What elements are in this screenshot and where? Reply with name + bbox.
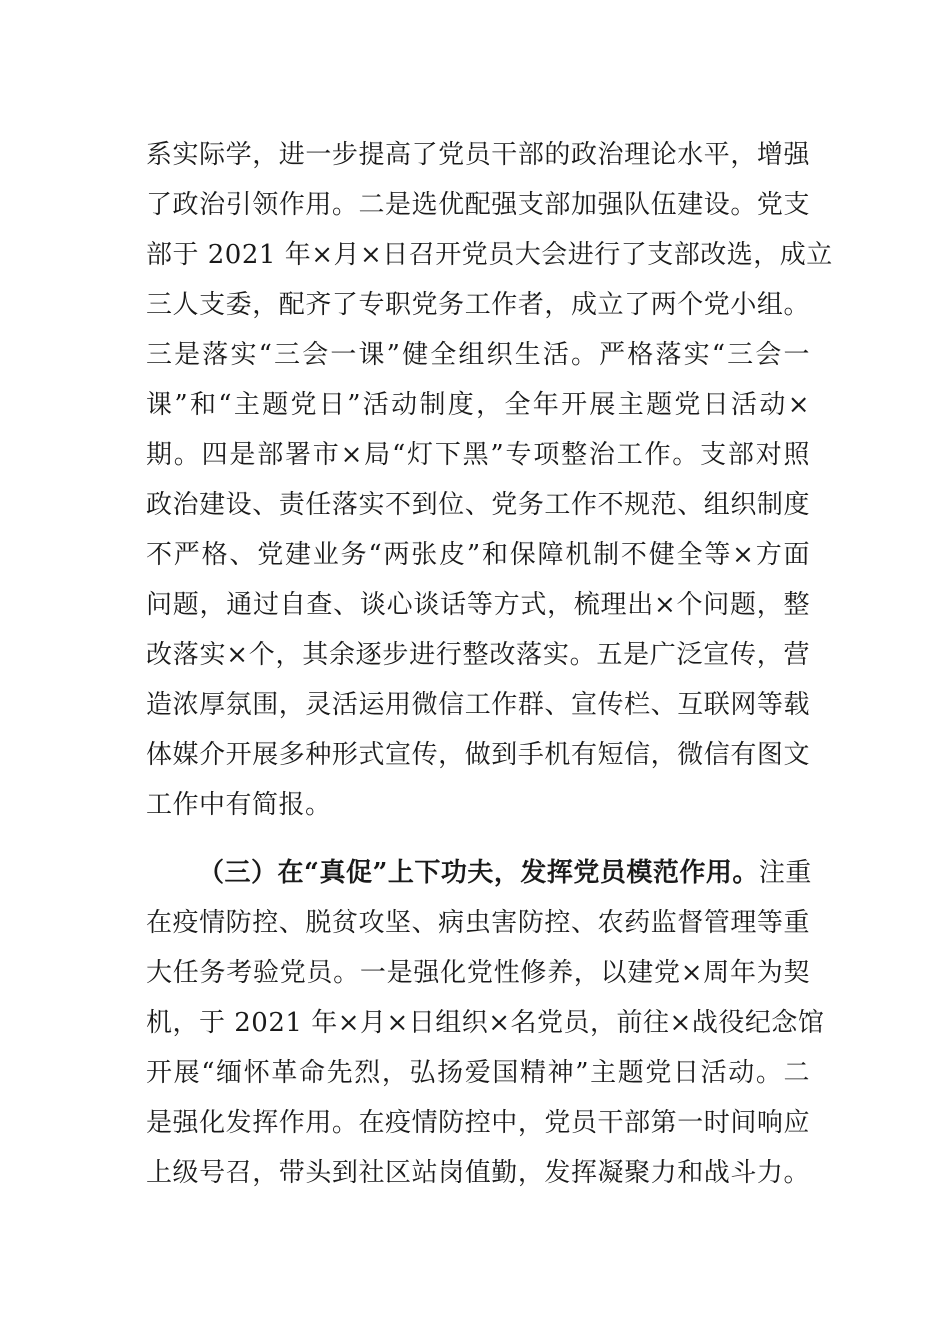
paragraph-1 [146, 130, 833, 830]
section-heading: （三）在“真促”上下功夫，发挥党员模范作用。 [198, 858, 759, 888]
text-line: 是强化发挥作用。在疫情防控中，党员干部第一时间响应 [146, 1108, 810, 1138]
text-line: 大任务考验党员。一是强化党性修养，以建党×周年为契 [146, 958, 810, 988]
text-line: 造浓厚氛围，灵活运用微信工作群、宣传栏、互联网等载 [146, 690, 810, 720]
paragraph-2 [146, 848, 825, 1198]
text-line: 机，于 2021 年×月×日组织×名党员，前往×战役纪念馆 [146, 1008, 825, 1038]
text-line: 体媒介开展多种形式宣传，做到手机有短信，微信有图文 [146, 740, 810, 770]
text-line: 政治建设、责任落实不到位、党务工作不规范、组织制度 [146, 490, 810, 520]
text-line: 课”和“主题党日”活动制度，全年开展主题党日活动× [146, 390, 810, 420]
text-line: 不严格、党建业务“两张皮”和保障机制不健全等×方面 [146, 540, 810, 570]
text-line: 问题，通过自查、谈心谈话等方式，梳理出×个问题，整 [146, 590, 810, 620]
text-line: 三是落实“三会一课”健全组织生活。严格落实“三会一 [146, 340, 810, 370]
text-line: 系实际学，进一步提高了党员干部的政治理论水平，增强 [146, 140, 810, 170]
text-line: 改落实×个，其余逐步进行整改落实。五是广泛宣传，营 [146, 640, 810, 670]
text-line: 了政治引领作用。二是选优配强支部加强队伍建设。党支 [146, 190, 810, 220]
text-line: 工作中有简报。 [146, 790, 332, 820]
text-line: 部于 2021 年×月×日召开党员大会进行了支部改选，成立 [146, 240, 833, 270]
heading-line-rest: 注重 [758, 858, 812, 888]
text-line: 开展“缅怀革命先烈，弘扬爱国精神”主题党日活动。二 [146, 1058, 810, 1088]
heading-line [146, 848, 810, 898]
text-line: 期。四是部署市×局“灯下黑”专项整治工作。支部对照 [146, 440, 810, 470]
text-line: 三人支委，配齐了专职党务工作者，成立了两个党小组。 [146, 290, 810, 320]
text-line: 上级号召，带头到社区站岗值勤，发挥凝聚力和战斗力。 [146, 1158, 810, 1188]
text-line: 在疫情防控、脱贫攻坚、病虫害防控、农药监督管理等重 [146, 908, 810, 938]
